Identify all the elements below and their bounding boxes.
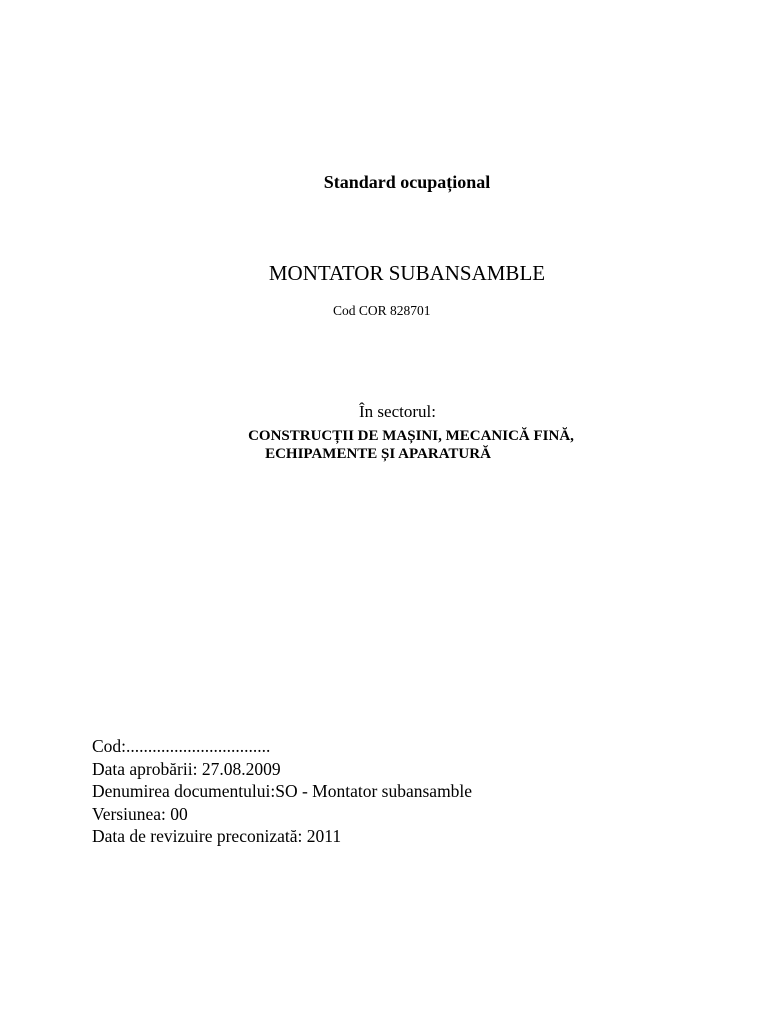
revision-date-value: : 2011 [297, 826, 342, 846]
approval-date-value: : 27.08.2009 [192, 758, 281, 779]
revision-date-line [92, 825, 472, 848]
code-line: Cod:................................. [92, 736, 271, 756]
occupation-title: MONTATOR SUBANSAMBLE [268, 261, 546, 285]
approval-date-label: Data aprobării [92, 758, 193, 779]
document-name-line: Denumirea documentului:SO - Montator subansamble [92, 781, 473, 801]
approval-date-line [92, 758, 472, 781]
sector-label: În sectorul: [359, 402, 436, 421]
document-metadata [92, 735, 472, 848]
revision-date-label: Data de revizuire preconizată [92, 826, 298, 846]
sector-name-line-1: CONSTRUCȚII DE MAȘINI, MECANICĂ FINĂ, [248, 428, 574, 444]
sector-name-line-2: ECHIPAMENTE ȘI APARATURĂ [265, 446, 491, 462]
cor-code: Cod COR 828701 [333, 303, 431, 318]
version-line: Versiunea: 00 [92, 803, 188, 824]
document-type-heading: Standard ocupațional [323, 172, 491, 192]
